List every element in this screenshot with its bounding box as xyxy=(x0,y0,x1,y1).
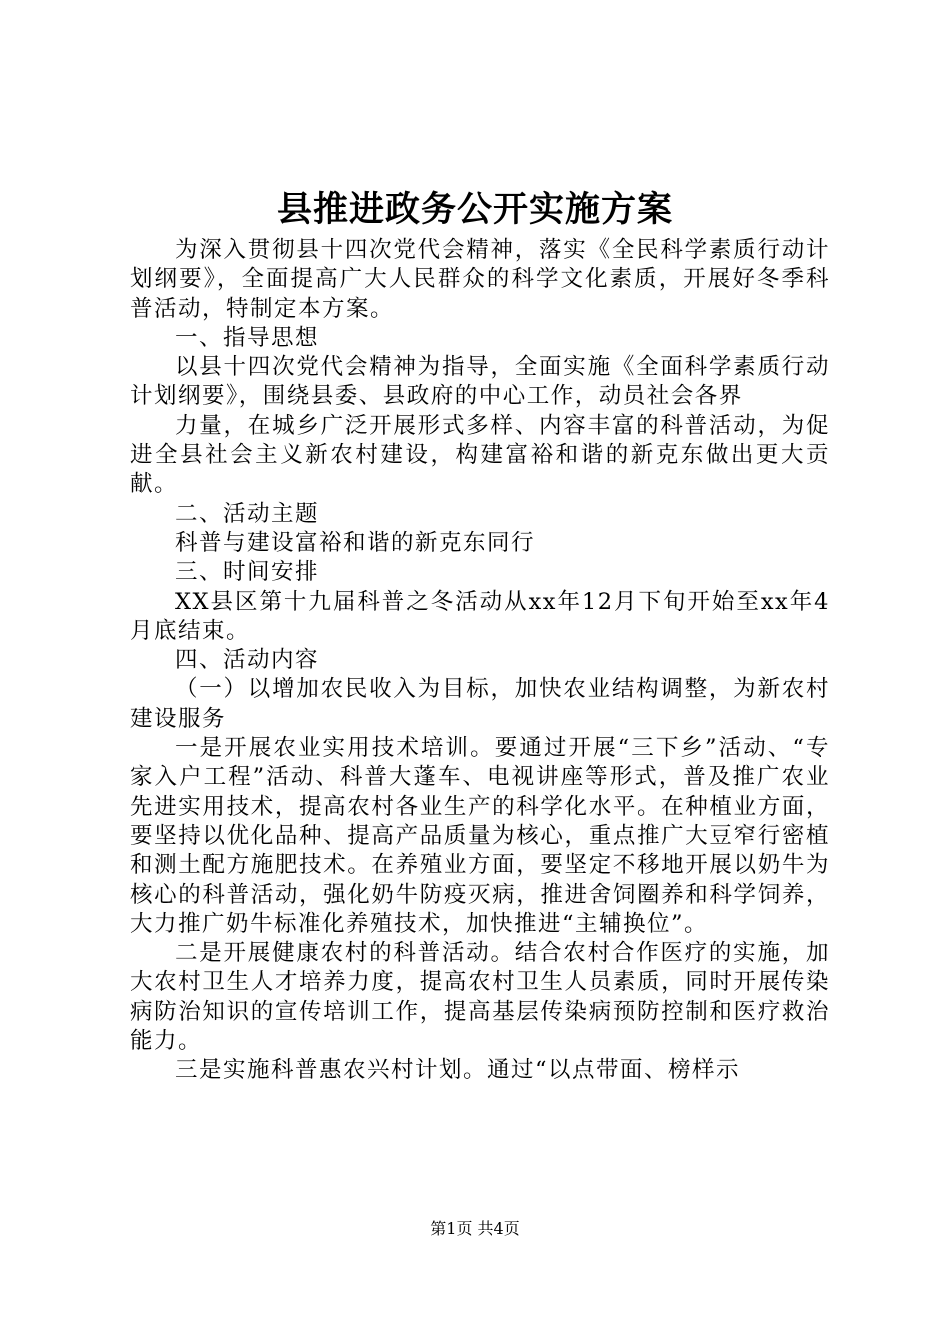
section-heading-theme: 二、活动主题 xyxy=(175,500,320,527)
paragraph-guiding-thought: 以县十四次党代会精神为指导，全面实施《全面科学素质行动计划纲要》，围绕县委、县政府的中心工作，动员社会各界 xyxy=(130,354,830,410)
section-heading-content: 四、活动内容 xyxy=(175,647,320,674)
paragraph-item-2: 二是开展健康农村的科普活动。结合农村合作医疗的实施，加大农村卫生人才培养力度，提高农村卫生人员素质，同时开展传染病防治知识的宣传培训工作，提高基层传染病预防控制和医疗救治能力。 xyxy=(130,940,830,1055)
paragraph-schedule: XX县区第十九届科普之冬活动从xx年12月下旬开始至xx年4月底结束。 xyxy=(130,588,830,644)
paragraph-item-1: 一是开展农业实用技术培训。要通过开展“三下乡”活动、“专家入户工程”活动、科普大蓬车、电视讲座等形式，普及推广农业先进实用技术，提高农村各业生产的科学化水平。在种植业方面，要坚持以优化品种、提高产品质量为核心，重点推广大豆窄行密植和测土配方施肥技术。在养殖业方面，要坚定不移地开展以奶牛为核心的科普活动，强化奶牛防疫灭病，推进舍饲圈养和科学饲养，大力推广奶牛标准化养殖技术，加快推进“主辅换位”。 xyxy=(130,735,830,937)
section-heading-schedule: 三、时间安排 xyxy=(175,559,320,586)
paragraph-item-3: 三是实施科普惠农兴村计划。通过“以点带面、榜样示 xyxy=(175,1057,741,1084)
section-heading-guiding-thought: 一、指导思想 xyxy=(175,324,320,351)
page-footer: 第1页 共4页 xyxy=(430,1219,520,1238)
document-body xyxy=(130,236,830,1086)
paragraph-intro: 为深入贯彻县十四次党代会精神，落实《全民科学素质行动计划纲要》，全面提高广大人民群众的科学文化素质，开展好冬季科普活动，特制定本方案。 xyxy=(130,237,830,322)
document-title: 县推进政务公开实施方案 xyxy=(276,189,673,230)
paragraph-theme: 科普与建设富裕和谐的新克东同行 xyxy=(175,529,536,556)
subsection-heading-1: （一）以增加农民收入为目标，加快农业结构调整，为新农村建设服务 xyxy=(130,676,830,732)
paragraph-guiding-thought-cont: 力量，在城乡广泛开展形式多样、内容丰富的科普活动，为促进全县社会主义新农村建设，构建富裕和谐的新克东做出更大贡献。 xyxy=(130,412,830,498)
